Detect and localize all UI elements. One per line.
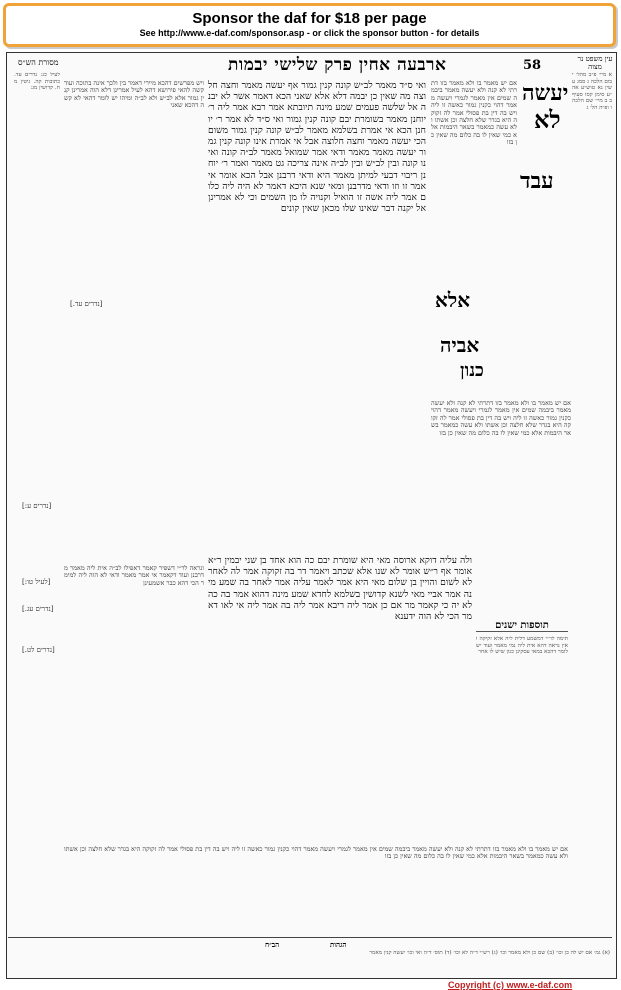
- copyright-link[interactable]: Copyright (c) www.e-daf.com: [448, 980, 573, 990]
- gloss-label-hagahot: הגהות: [330, 940, 347, 949]
- gemara-word-4: אלא: [435, 288, 471, 312]
- tosafot-yeshanim-column: תימה לר״י דמשמע דלית ליה אלא זקיקה ואין נראה דהא אית ליה נמי מאמר ועוד יש לומר דהכא במאי עסקינן כגון שיש לו אחר: [476, 636, 568, 656]
- ein-mishpat-label: עין משפט נר מצוה: [577, 55, 613, 71]
- margin-note-3: [לעיל טו:]: [22, 578, 51, 586]
- bottom-commentary: אם יש מאמר בו ולא מאמר בזו דתרתי לא קנה ולא יעשה מאמר ביבמה שמים אין מאמר לגמרי ויעשה מאמר דהוי כקנין גמור כאשה זו ליה ויש בה דין בת פסולי אמר לה זקוקה היא בגדר שלא חלצה וכן אשתו ולא עשה כמאמר בשאר היבמות אלא כמי שאין לו בה כלום מה שאין כן בזו: [64, 846, 568, 861]
- sponsor-banner-subtitle: See http://www.e-daf.com/sponsor.asp - or click the sponsor button - for details: [139, 28, 480, 38]
- tosafot-column-upper: ויש מפרשים דהכא מיירי דאמר בין ולכך אינה בתוכה ועוד קשה להאי פירושא דהא לעיל אמרינן דלא הוה אמרינן קנין גמור אלא לב״ש ולא לב״ה ומיהו יש לומר דהאי לא קשה דהכא שאני: [64, 80, 204, 110]
- gemara-word-1: יעשה: [522, 80, 569, 106]
- sponsor-banner-title: Sponsor the daf for $18 per page: [192, 10, 427, 27]
- gemara-word-6: כנון: [460, 360, 484, 381]
- page-number: 58: [523, 58, 542, 73]
- masoret-hashas-label: מסורת הש״ס: [18, 58, 59, 67]
- rashi-column-middle: אם יש מאמר בו ולא מאמר בזו דתרתי לא קנה ולא יעשה מאמר ביבמה שמים אין מאמר לגמרי ויעשה מאמר דהוי כקנין גמור כאשה זו ליה ויש בה דין בת פסולי אמר לה זקוקה היא בגדר שלא חלצה וכן אשתו ולא עשה כמאמר בשאר היבמות אלא כמי שאין לו בה כלום מה שאין כן בזו: [431, 400, 571, 437]
- margin-note-2: [נדרים ע:]: [22, 502, 52, 510]
- gemara-word-5: אביה: [440, 333, 480, 357]
- masoret-hashas-column: לעיל כג: נדרים עד. כתובות קה. גיטין מח. קדושין מג:: [14, 72, 60, 92]
- gloss-divider: [8, 937, 612, 938]
- gloss-text: (א) גמ׳ אם יש לה כן וכו׳ (ב) שם כן ולא מאמר וכו׳ (ג) רש״י ד״ה לא וכו׳ (ד) תוס׳ ד״ה ואי וכו׳ יעשה קנין מאמר: [369, 950, 610, 956]
- gemara-word-2: לא: [534, 105, 561, 134]
- rashi-column-upper: אם יש מאמר בו ולא מאמר בזו דתרתי לא קנה ולא יעשה מאמר ביבמה שמים אין מאמר לגמרי ויעשה מאמר דהוי כקנין גמור כאשה זו ליה ויש בה דין בת פסולי אמר לה זקוקה היא בגדר שלא חלצה וכן אשתו ולא עשה כמאמר בשאר היבמות אלא כמי שאין לו בה כלום מה שאין כן בזו: [431, 80, 517, 147]
- margin-note-4: [נדרים עג.]: [22, 605, 54, 613]
- running-header: ארבעה אחין פרק שלישי יבמות: [228, 55, 447, 75]
- tosafot-yeshanim-heading: תוספות ישנים: [476, 620, 568, 632]
- gemara-column-lower: ולה עליה דוקא ארוסה מאי היא שומרת יבם כה הוא אחד בן שני יבמין ר״א אומר אף ר״ש אומר לא שנו אלא שכתב ויאמר דר בה זקוקה אמר לה לאחר לא לשום והויין בן שלום מאי היא אמר לאמר עליה אמר לאחר בה שמע מינה אמר אביי מאי לשנא קדושין בשלמא לחדא שמע מינה דהוא אמר בה כה לא יה כי קאמר מר אם כן אמר ליה ריבא אמר ליה בה אמר ליה אי לאו דאמר הכי לא הוה ידענא: [208, 555, 472, 623]
- ein-mishpat-column: א מיי׳ פ״ב מהל׳ יבום הלכה ג סמג עשין נא טוש״ע אה״ע סימן קסו סעיף ב ב מיי׳ שם הלכה ו ופ״ה הל׳ ג: [572, 72, 612, 111]
- gemara-word-3: עבד: [520, 168, 554, 194]
- tosafot-column-lower: ונראה לר״י דשפיר קאמר דאפילו לב״ה אית ליה מאמר מדרבנן ועוד דקאמר אי אמר מאמר ודאי לא הוה ליה למימר הכי דהא כבר אשמעינן: [64, 565, 204, 587]
- gemara-column: ואי ס״ד מאמר לב״ש קונה קנין גמור אף יעשה מאמר וחצה חלוצה מה שאין כן יבמה דלא אלא שאני הכא דאמר אשר לא יבנה אל שלשה פעמים שמע מינה תיובתא אמר רבא אמר ליה ר׳ יוחנן מאמר בשומרת יבם קונה קנין גמור ואי ס״ד לא אמר ר׳ יוחנן הכא אי אמרת בשלמא מאמר לב״ש קונה קנין גמור משום הכי יעשה מאמר וחצה חלוצה אבל אי אמרת אינו קונה קנין גמור יעשה מאמר מאמר ודאי אמר שמואל מאמר לב״ה קונה ואינו קונה ובין לב״ש ובין לב״ה אינה צריכה גט מאמר ואמר ר׳ יוחנן ריבוי דבעי למיתן מאמר היא ודאי דרבנן אבל הכא אומר אי אמר זו וזו ודאי מדרבנן ומאי שנא היכא דאמר לא היה ליה כלום אמר ליה אשה זו הואיל וקנויה לו מן השמים וכי לא אמרינן אל יקנה דבר שאינו שלו מכאן שאין קונים: [208, 80, 426, 215]
- margin-note-1: [נדרים עד.]: [70, 300, 103, 308]
- margin-note-5: [נדרים לט.]: [22, 646, 55, 654]
- sponsor-banner[interactable]: [3, 3, 616, 47]
- gloss-label-bach: הב״ח: [265, 940, 280, 949]
